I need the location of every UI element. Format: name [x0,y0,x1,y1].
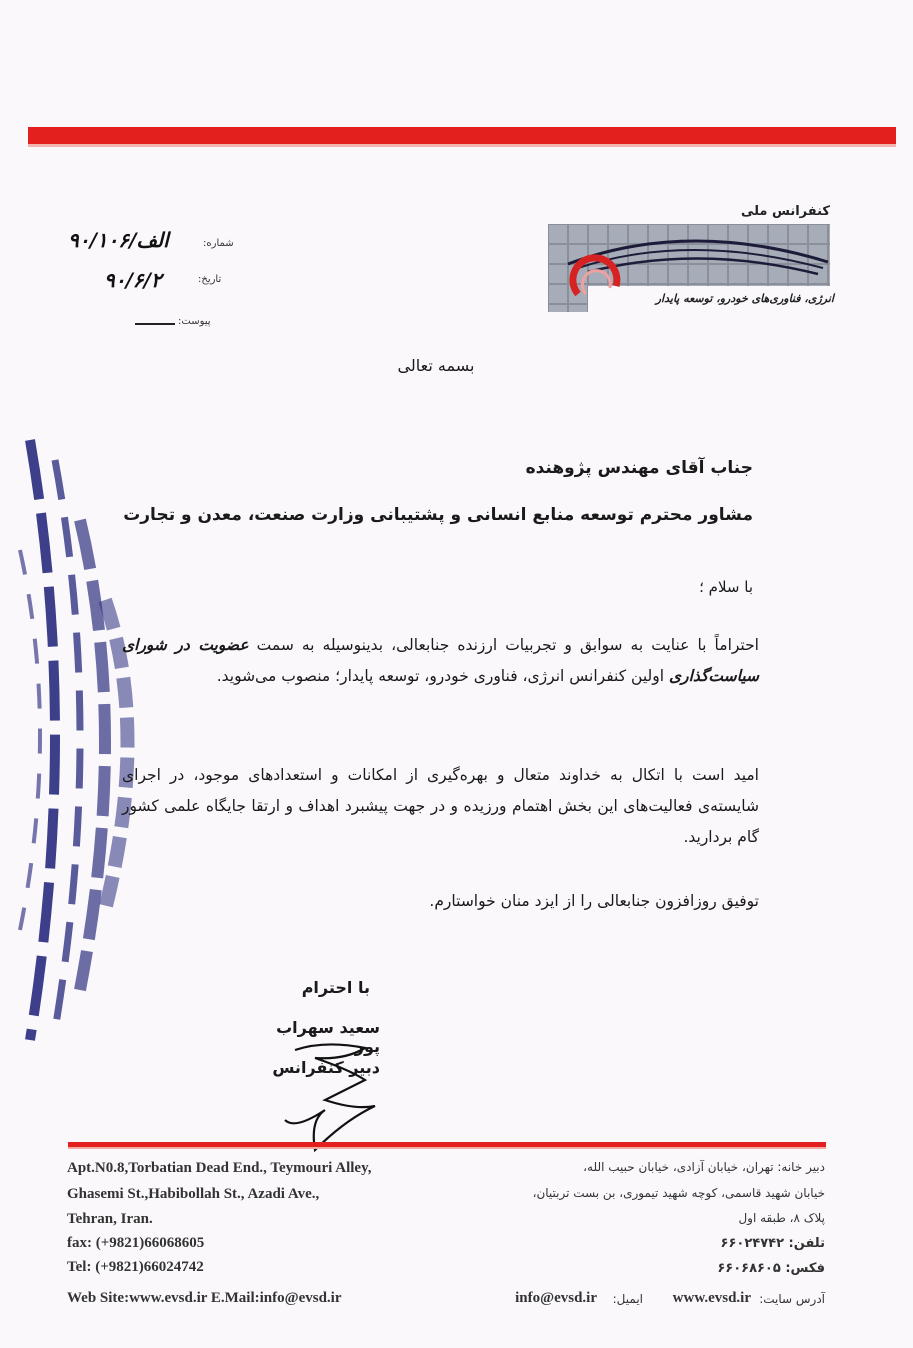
logo-tagline: انرژی، فناوری‌های خودرو، توسعه پایدار [655,292,834,305]
paragraph-appointment-start: احتراماً با عنایت به سوابق و تجربیات ارزنده جنابعالی، بدینوسیله به سمت [256,636,759,654]
addressee-name: جناب آقای مهندس پژوهنده [525,458,753,478]
footer-en-line-2: Ghasemi St.,Habibollah St., Azadi Ave., [67,1186,320,1202]
paragraph-appointment [122,630,759,692]
top-red-bar [28,127,896,144]
footer-fa-email[interactable]: info@evsd.ir [515,1290,597,1306]
footer-en-web: Web Site:www.evsd.ir E.Mail:info@evsd.ir [67,1290,342,1306]
footer-fa-line-3: پلاک ۸، طبقه اول [738,1211,825,1225]
date-label: تاریخ: [198,274,222,285]
signature-icon [255,1010,405,1160]
signer-name: سعید سهراب پور [276,1018,380,1056]
logo-title: کنفرانس ملی [740,204,830,219]
footer-fa-email-label: ایمیل: [612,1292,643,1306]
footer-en-tel: Tel: (+9821)66024742 [67,1259,204,1275]
bottom-red-bar-shadow [68,1147,826,1149]
closing: با احترام [301,978,370,997]
greeting: با سلام ؛ [699,578,753,596]
attachment-label: پیوست: [178,316,211,327]
footer-fa-line-1: دبیر خانه: تهران، خیابان آزادی، خیابان حبیب الله، [583,1160,825,1174]
footer-en-line-3: Tehran, Iran. [67,1211,153,1227]
number-label: شماره: [203,238,234,249]
paragraph-appointment-end: اولین کنفرانس انرژی، فناوری خودرو، توسعه پایدار؛ منصوب می‌شوید. [216,667,665,685]
basmala: بسمه تعالی [397,356,475,375]
footer-en-line-1: Apt.N0.8,Torbatian Dead End., Teymouri Alley, [67,1160,372,1176]
footer-fa-tel: تلفن: ۶۶۰۲۴۷۴۲ [720,1236,825,1251]
paragraph-hope: امید است با اتکال به خداوند متعال و بهره‌گیری از امکانات و استعدادهای موجود، در اجرای شایسته‌ی فعالیت‌های این بخش اهتمام ورزیده و در جهت پیشبرد اهداف و ارتقا جایگاه علمی کشور گام بردارید. [122,766,759,846]
top-red-bar-shadow [28,144,896,147]
footer-fa-web[interactable]: www.evsd.ir [672,1290,751,1306]
paragraph-wishes: توفیق روزافزون جنابعالی را از ایزد منان خواستارم. [429,892,759,910]
signer-title: دبیر کنفرانس [272,1058,380,1077]
number-value: ۹۰/الف/۱۰۶ [68,228,169,252]
footer-fa-web-label: آدرس سایت: [759,1292,825,1306]
footer-en-fax: fax: (+9821)66068605 [67,1235,205,1251]
attachment-line [135,323,175,325]
footer-fa-line-2: خیابان شهید قاسمی، کوچه شهید تیموری، بن بست تربتیان، [532,1186,825,1200]
appointment-role: عضویت در شورای سیاست‌گذاری [122,636,759,685]
footer-fa-fax: فکس: ۶۶۰۶۸۶۰۵ [717,1261,825,1276]
date-value: ۹۰/۶/۲ [104,268,162,292]
addressee-title: مشاور محترم توسعه منابع انسانی و پشتیبانی وزارت صنعت، معدن و تجارت [123,505,753,525]
